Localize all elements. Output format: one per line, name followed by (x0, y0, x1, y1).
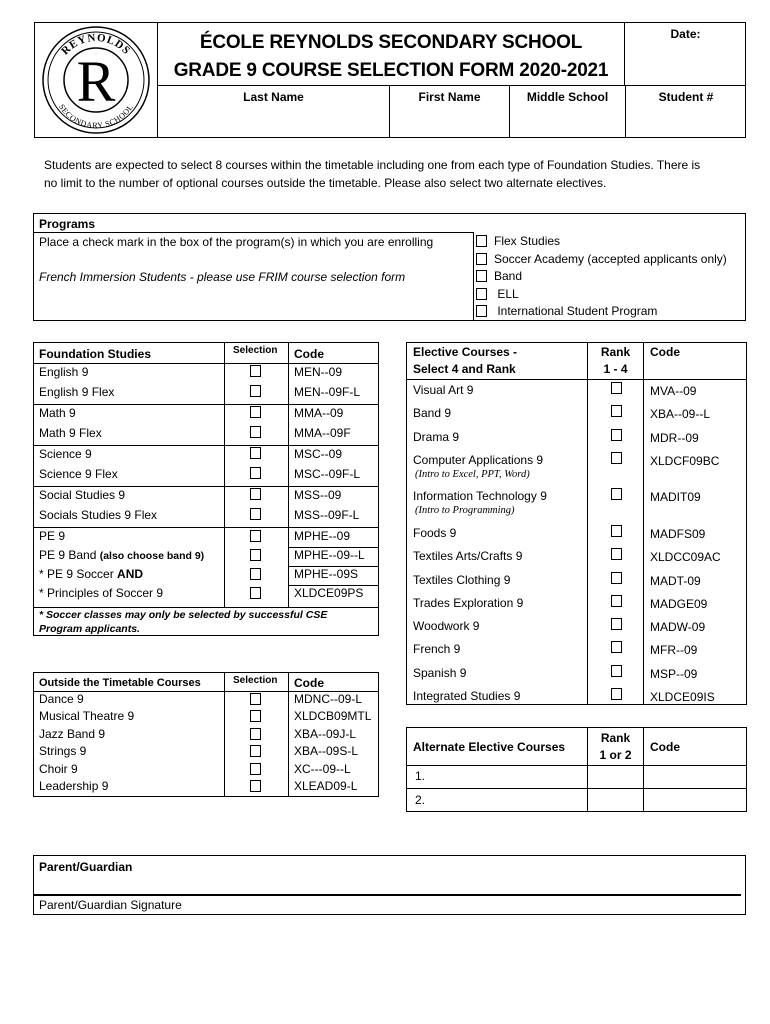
foundation-course-name: Science 9 Flex (39, 467, 118, 481)
middle-school-field[interactable] (510, 86, 626, 138)
form-header (34, 22, 746, 138)
foundation-course-name: Math 9 Flex (39, 426, 102, 440)
rank-checkbox[interactable] (611, 665, 622, 677)
parent-heading: Parent/Guardian (39, 860, 133, 874)
selection-checkbox[interactable] (250, 447, 261, 459)
student-number-label: Student # (658, 90, 714, 104)
elective-course-name: Visual Art 9 (413, 383, 474, 397)
alternate-rank-header-2: 1 or 2 (599, 748, 632, 762)
outside-course-name: Strings 9 (39, 744, 87, 759)
foundation-heading: Foundation Studies (39, 347, 151, 361)
rank-checkbox[interactable] (611, 688, 622, 700)
program-option-flex[interactable] (476, 234, 560, 248)
logo-top-text: REYNOLDS (59, 31, 133, 58)
soccer-footnote-line-2: Program applicants. (39, 623, 140, 635)
elective-course-subtitle: (Intro to Programming) (415, 505, 515, 517)
outside-course-name: Leadership 9 (39, 779, 109, 793)
selection-checkbox[interactable] (250, 426, 261, 438)
elective-rank-header-1: Rank (600, 345, 631, 359)
selection-checkbox[interactable] (250, 406, 261, 418)
elective-course-code: MSP--09 (650, 666, 698, 681)
alternate-row-2[interactable]: 2. (415, 793, 426, 807)
selection-checkbox[interactable] (250, 467, 261, 479)
rank-checkbox[interactable] (611, 548, 622, 560)
middle-school-label: Middle School (526, 90, 609, 104)
checkbox[interactable] (476, 270, 487, 282)
selection-checkbox[interactable] (250, 508, 261, 520)
foundation-course-name (39, 548, 204, 562)
program-option-label: Soccer Academy (accepted applicants only) (494, 252, 727, 266)
selection-checkbox[interactable] (250, 587, 261, 599)
outside-course-code: XBA--09J-L (294, 726, 357, 741)
foundation-course-name (39, 567, 143, 581)
student-info-row (158, 85, 746, 137)
program-option-ell[interactable] (476, 287, 519, 301)
title-line-2: GRADE 9 COURSE SELECTION FORM 2020-2021 (173, 60, 609, 81)
student-number-field[interactable] (626, 86, 746, 138)
elective-course-code: MVA--09 (650, 384, 697, 398)
foundation-course-name: Socials Studies 9 Flex (39, 508, 158, 522)
checkbox[interactable] (476, 305, 487, 317)
elective-course-code: MDR--09 (650, 430, 699, 445)
intro-line-1: Students are expected to select 8 courses within the timetable including one from each type of Foundation Studies. There is (44, 158, 701, 172)
selection-checkbox[interactable] (250, 549, 261, 561)
first-name-label: First Name (418, 90, 481, 104)
elective-course-name: Drama 9 (413, 429, 460, 444)
elective-courses-table (406, 342, 747, 705)
last-name-label: Last Name (243, 90, 304, 104)
selection-checkbox[interactable] (250, 728, 261, 740)
last-name-field[interactable] (158, 86, 390, 138)
logo-letter: R (76, 49, 116, 114)
outside-heading: Outside the Timetable Courses (39, 677, 201, 689)
checkbox[interactable] (476, 235, 487, 247)
elective-heading-line-1: Elective Courses - (413, 345, 518, 359)
programs-frim-note: French Immersion Students - please use FRIM course selection form (39, 270, 406, 284)
checkbox[interactable] (476, 253, 487, 265)
outside-course-code: XC---09--L (294, 761, 351, 776)
parent-guardian-section (33, 855, 746, 915)
elective-heading-line-2: Select 4 and Rank (413, 362, 516, 376)
rank-checkbox[interactable] (611, 641, 622, 653)
outside-course-name: Jazz Band 9 (39, 726, 106, 741)
alternate-row-1[interactable]: 1. (415, 769, 426, 783)
selection-checkbox[interactable] (250, 488, 261, 500)
rank-checkbox[interactable] (611, 618, 622, 630)
pe-course-label: PE 9 (39, 529, 66, 543)
foundation-course-name (39, 529, 65, 543)
elective-course-name: Computer Applications 9 (413, 452, 544, 467)
school-seal-icon (35, 23, 158, 137)
outside-selection-header: Selection (233, 675, 278, 686)
elective-course-name: Trades Exploration 9 (413, 595, 524, 610)
elective-course-code: XLDCF09BC (650, 453, 720, 468)
elective-course-name: Woodwork 9 (413, 619, 480, 634)
foundation-course-name: English 9 Flex (39, 385, 115, 399)
elective-course-code: MADW-09 (650, 620, 706, 635)
foundation-course-code: MMA--09F (294, 426, 351, 440)
elective-course-name: Textiles Clothing 9 (413, 572, 511, 587)
selection-checkbox[interactable] (250, 568, 261, 580)
foundation-course-code: MSS--09 (294, 488, 342, 502)
elective-course-name: Foods 9 (413, 525, 457, 540)
elective-course-code: XBA--09--L (650, 407, 711, 422)
selection-checkbox[interactable] (250, 710, 261, 722)
pe-course-note: (also choose band 9) (99, 550, 205, 562)
elective-course-subtitle: (Intro to Excel, PPT, Word) (415, 468, 530, 480)
alternate-electives-table (406, 727, 747, 812)
outside-course-name: Musical Theatre 9 (39, 709, 135, 724)
foundation-course-code: MSC--09F-L (294, 467, 361, 481)
rank-checkbox[interactable] (611, 525, 622, 537)
first-name-field[interactable] (390, 86, 510, 138)
alternate-code-header: Code (650, 740, 680, 754)
intro-line-2: no limit to the number of optional courses outside the timetable. Please also select two alternate electives. (44, 176, 607, 190)
foundation-course-name: Math 9 (39, 406, 76, 420)
rank-checkbox[interactable] (611, 405, 622, 417)
elective-rank-header-2: 1 - 4 (603, 362, 628, 376)
foundation-course-name: English 9 (39, 365, 89, 379)
selection-checkbox[interactable] (250, 745, 261, 757)
elective-course-code: MADT-09 (650, 573, 701, 588)
outside-timetable-table (33, 672, 379, 797)
selection-checkbox[interactable] (250, 693, 261, 705)
outside-course-code: XBA--09S-L (294, 744, 359, 759)
foundation-course-code: MPHE--09 (294, 529, 351, 543)
foundation-course-code: XLDCE09PS (294, 586, 364, 600)
program-option-label: International Student Program (494, 304, 658, 318)
elective-course-code: MADFS09 (650, 526, 706, 541)
foundation-course-name: Science 9 (39, 447, 92, 461)
alternate-heading: Alternate Elective Courses (413, 740, 566, 754)
form-title (158, 23, 625, 85)
selection-checkbox[interactable] (250, 385, 261, 397)
elective-code-header: Code (650, 345, 680, 359)
foundation-course-code: MEN--09 (294, 365, 343, 379)
foundation-selection-header: Selection (233, 345, 278, 356)
outside-course-code: MDNC--09-L (294, 692, 363, 706)
selection-checkbox[interactable] (250, 763, 261, 775)
foundation-studies-table (33, 342, 379, 636)
elective-course-name: Information Technology 9 (413, 489, 547, 504)
elective-course-name: Integrated Studies 9 (413, 689, 521, 703)
foundation-course-code: MPHE--09--L (294, 548, 365, 562)
rank-checkbox[interactable] (611, 429, 622, 441)
foundation-course-code: MSS--09F-L (294, 508, 360, 522)
elective-course-name: Spanish 9 (413, 665, 467, 680)
rank-checkbox[interactable] (611, 572, 622, 584)
selection-checkbox[interactable] (250, 365, 261, 377)
foundation-course-name (39, 586, 163, 600)
elective-course-code: XLDCE09IS (650, 690, 715, 704)
pe-course-label: PE 9 Band (39, 548, 100, 562)
program-option-soccer[interactable] (476, 252, 727, 266)
signature-line[interactable] (34, 894, 741, 896)
soccer-footnote-line-1: * Soccer classes may only be selected by successful CSE (39, 609, 328, 621)
school-logo (35, 23, 158, 137)
rank-checkbox[interactable] (611, 488, 622, 500)
pe-course-note: AND (117, 567, 144, 581)
outside-course-code: XLDCB09MTL (294, 709, 372, 724)
program-option-label: Band (494, 269, 523, 283)
elective-course-name: Textiles Arts/Crafts 9 (413, 549, 523, 564)
program-option-label: Flex Studies (494, 234, 561, 248)
programs-section (33, 213, 746, 321)
elective-course-name: French 9 (413, 642, 461, 657)
elective-course-code: MADIT09 (650, 490, 701, 505)
alternate-rank-header-1: Rank (600, 731, 631, 745)
rank-checkbox[interactable] (611, 595, 622, 607)
foundation-course-code: MPHE--09S (294, 567, 359, 581)
program-option-band[interactable] (476, 269, 522, 283)
elective-course-code: MADGE09 (650, 596, 708, 611)
elective-course-code: XLDCC09AC (650, 550, 721, 565)
foundation-code-header: Code (294, 347, 324, 361)
foundation-course-code: MSC--09 (294, 447, 343, 461)
title-line-1: ÉCOLE REYNOLDS SECONDARY SCHOOL (199, 32, 583, 53)
rank-checkbox[interactable] (611, 452, 622, 464)
program-option-label: ELL (494, 287, 519, 301)
foundation-course-name: Social Studies 9 (39, 488, 126, 502)
programs-heading: Programs (39, 217, 96, 231)
pe-course-label: * Principles of Soccer 9 (39, 586, 164, 600)
intro-text (44, 156, 749, 192)
program-option-international[interactable] (476, 304, 657, 318)
checkbox[interactable] (476, 288, 487, 300)
logo-bottom-text: SECONDARY SCHOOL (56, 102, 136, 131)
outside-course-name: Choir 9 (39, 761, 78, 776)
elective-course-name: Band 9 (413, 406, 452, 421)
outside-course-name: Dance 9 (39, 692, 84, 706)
rank-checkbox[interactable] (611, 382, 622, 394)
elective-course-code: MFR--09 (650, 643, 698, 658)
foundation-course-code: MMA--09 (294, 406, 344, 420)
outside-code-header: Code (294, 676, 324, 690)
date-field[interactable] (625, 23, 746, 85)
selection-checkbox[interactable] (250, 530, 261, 542)
pe-course-label: * PE 9 Soccer (39, 567, 118, 581)
programs-instruction: Place a check mark in the box of the program(s) in which you are enrolling (39, 235, 434, 249)
parent-signature-label: Parent/Guardian Signature (39, 898, 182, 912)
date-label: Date: (670, 27, 701, 41)
outside-course-code: XLEAD09-L (294, 779, 358, 793)
foundation-course-code: MEN--09F-L (294, 385, 361, 399)
selection-checkbox[interactable] (250, 780, 261, 792)
